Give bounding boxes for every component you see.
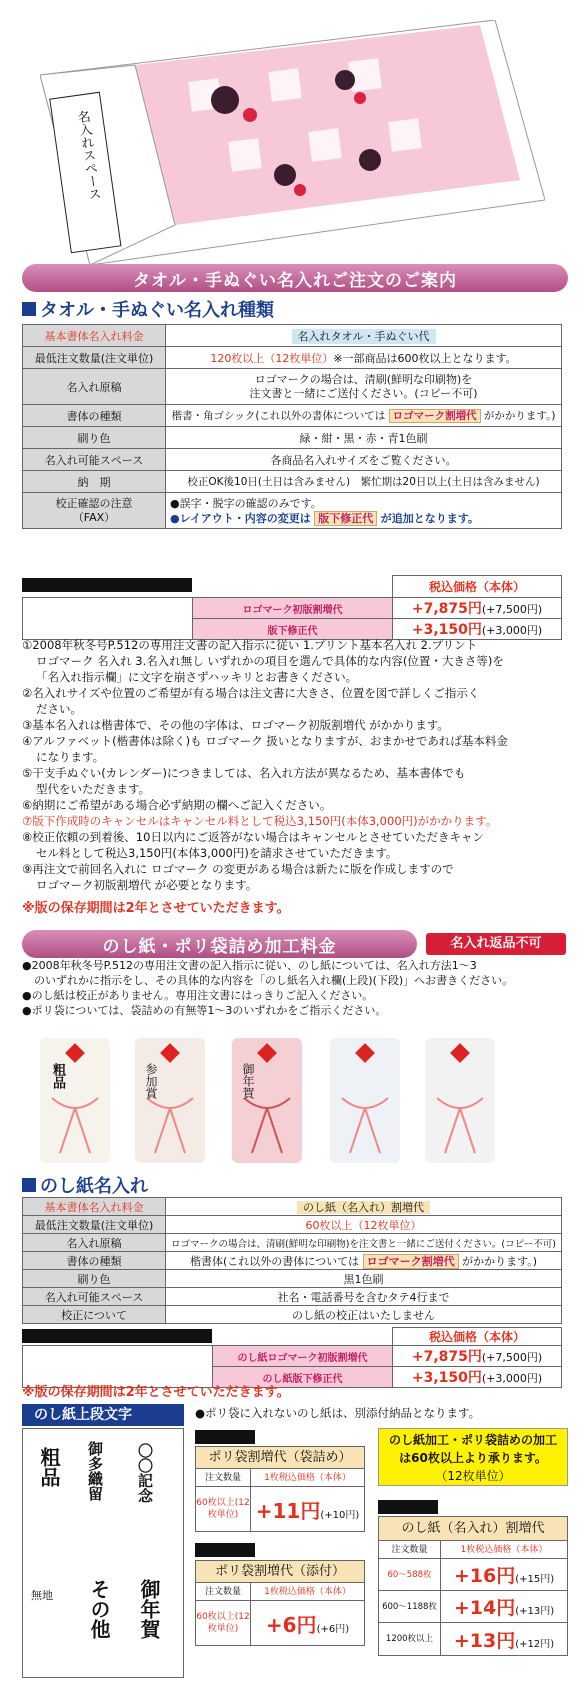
- noshi-price-table: 税込価格（本体） のし紙ロゴマーク初版割増代 +7,875円(+7,500円) のし紙版下修正代 +3,150円(+3,000円): [22, 1327, 562, 1388]
- section-title-towel: タオル・手ぬぐい名入れ種類: [22, 296, 274, 322]
- noshi-surcharge-table: のし紙（名入れ）割増代 注文数量 1枚税込価格（本体） 60～588枚 +16円(+15円) 600～1188枚 +14円(+13円) 1200枚以上 +13円(+12円): [378, 1516, 568, 1656]
- poly-note: ●ポリ袋に入れないのし紙は、別添付納品となります。: [195, 1406, 481, 1420]
- towel-price-table: 税込価格（本体） ロゴマーク初版割増代 +7,875円(+7,500円) 版下修正代 +3,150円(+3,000円): [22, 575, 562, 640]
- retention-notice-2: ※版の保存期間は2年とさせていただきます。: [22, 1385, 290, 1400]
- noshi-row: 600～1188枚 +14円(+13円): [379, 1591, 567, 1623]
- noshi-product-5: [425, 1038, 495, 1163]
- noshi-row: 60～588枚 +16円(+15円): [379, 1559, 567, 1591]
- black-bar: [195, 1430, 255, 1444]
- square-bullet-icon: [22, 302, 36, 316]
- noshi-poly-banner: のし紙・ポリ袋詰め加工料金: [22, 930, 417, 958]
- square-bullet-icon: [22, 1178, 36, 1192]
- black-bar: [195, 1543, 255, 1557]
- noshi-product-1: 粗品: [40, 1038, 110, 1163]
- order-guide-banner: タオル・手ぬぐい名入れご注文のご案内: [22, 264, 568, 292]
- towel-name-table: 基本書体名入れ料金 名入れタオル・手ぬぐい代 最低注文数量(注文単位) 120枚以上（12枚単位）※一部商品は600枚以上となります。 名入れ原稿 ロゴマークの場合は、清刷(鮮明な印刷物)を 注文書と一緒にご送付ください。(コピー不可) 書体の種類 楷書・角ゴシック(これ以外の書体については ロゴマーク割増代 がかかります。) 刷り色 緑・紺・黒・赤・青1色刷 名入れ可能スペース 各商品名入れサイズをご覧ください。 納 期 校正OK後10日(土日は含みません) 繁忙期は20日以上(土日は含みません) 校正確認の注意 （FAX） ●誤字・脱字の確認のみです。 ●レイアウト・内容の変更は 版下修正代 が追加となります。: [22, 324, 562, 529]
- upper-text-grid: 粗品 御多織留 〇〇記念 無地 その他 御年賀: [22, 1428, 184, 1678]
- section-title-noshi: のし紙名入れ: [22, 1172, 148, 1198]
- no-return-badge: 名入れ返品不可: [426, 933, 566, 955]
- poly-bag-attach-table: ポリ袋割増代（添付） 注文数量 1枚税込価格（本体） 60枚以上(12枚単位) +6円(+6円): [195, 1560, 365, 1646]
- towel-illustration: [40, 20, 545, 265]
- black-bar: [378, 1500, 438, 1514]
- noshi-name-table: 基本書体名入れ料金 のし紙（名入れ）割増代 最低注文数量(注文単位) 60枚以上（12枚単位） 名入れ原稿 ロゴマークの場合は、清刷(鮮明な印刷物)を注文書と一緒にご送付ください。(コピー不可) 書体の種類 楷書体(これ以外の書体については ロゴマーク割増代 がかかります。) 刷り色 黒1色刷 名入れ可能スペース 社名・電話番号を含むタテ4行まで 校正について のし紙の校正はいたしません: [22, 1197, 562, 1324]
- minimum-notice-box: のし紙加工・ポリ袋詰めの加工 は60枚以上より承ります。 （12枚単位）: [378, 1428, 568, 1486]
- noshi-notes: ●2008年秋冬号P.512の専用注文書の記入指示に従い、のし紙については、名入れ方法1～3 のいずれかに指示をし、その具体的な内容を「のし紙名入れ欄(上段)(下段)」へお書きください。 ●のし紙は校正がありません。専用注文書にはっきりご記入ください。 ●ポリ袋については、袋詰めの有無等1～3のいずれかをご指示ください。: [22, 959, 514, 1017]
- noshi-product-4: [330, 1038, 400, 1163]
- upper-text-title: のし紙上段文字: [22, 1404, 184, 1426]
- retention-notice-1: ※版の保存期間は2年とさせていただきます。: [22, 901, 290, 916]
- towel-notes: ①2008年秋冬号P.512の専用注文書の記入指示に従い 1.プリント基本名入れ 2.プリント ロゴマーク 名入れ 3.名入れ無し いずれかの項目を選んで具体的な内容(位置・大きさ等)を 「名入れ指示欄」に文字を崩さずハッキリとお書きください。 ②名入れサイズや位置のご希望が有る場合は注文書に大きさ、位置を図で詳しくご指示く ださい。 ③基本名入れは楷書体で、その他の字体は、ロゴマーク初版割増代 がかかります。 ④アルファベット(楷書体は除く)も ロゴマーク 扱いとなりますが、おまかせであれば基本料金 になります。 ⑤干支手ぬぐい(カレンダー)につきましては、名入れ方法が異なるため、基本書体でも 型代をいただきます。 ⑥納期にご希望がある場合必ず納期の欄へご記入ください。 ⑦版下作成時のキャンセルはキャンセル料として税込3,150円(本体3,000円)がかかります。 ⑧校正依頼の到着後、10日以内にご返答がない場合はキャンセルとさせていただきキャン セル料として税込3,150円(本体3,000円)を請求させていただきます。 ⑨再注文で前回名入れに ロゴマーク の変更がある場合は新たに版を作成しますので ロゴマーク初版割増代 が必要となります。: [22, 638, 508, 892]
- name-space-label: 名入れスペース: [73, 109, 102, 202]
- noshi-product-3: 御年賀: [232, 1038, 302, 1163]
- poly-bag-fill-table: ポリ袋割増代（袋詰め） 注文数量 1枚税込価格（本体） 60枚以上(12枚単位) +11円(+10円): [195, 1446, 365, 1532]
- noshi-product-2: 参加賞: [135, 1038, 205, 1163]
- noshi-row: 1200枚以上 +13円(+12円): [379, 1623, 567, 1655]
